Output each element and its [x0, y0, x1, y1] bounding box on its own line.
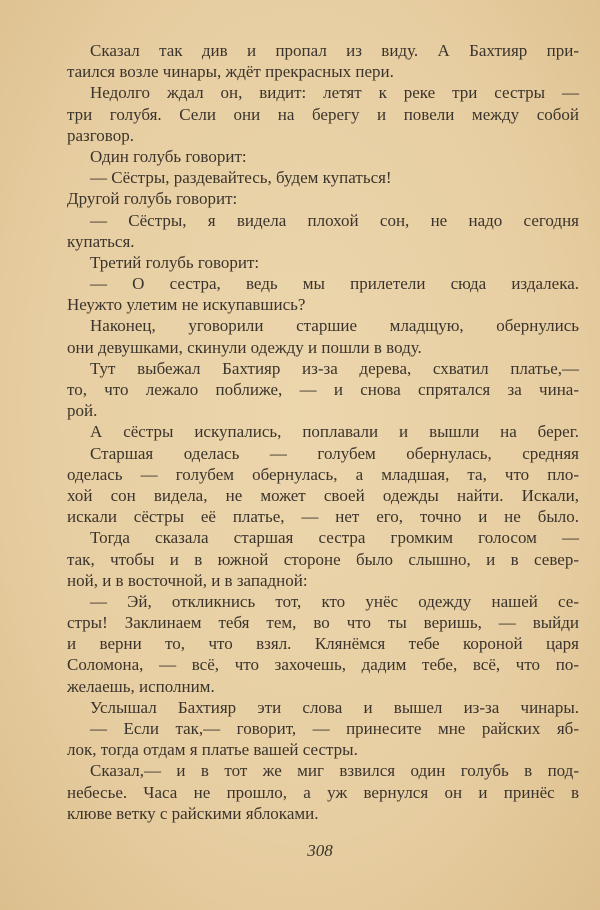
- text-line: хой сон видела, не может своей одежды найти. Искали,: [67, 485, 579, 505]
- text-line: оделась — голубем обернулась, а младшая, та, что пло-: [67, 464, 579, 484]
- text-line: Старшая оделась — голубем обернулась, средняя: [90, 443, 579, 463]
- text-line: они девушками, скинули одежду и пошли в воду.: [67, 337, 422, 357]
- text-line: три голубя. Сели они на берегу и повели между собой: [67, 104, 579, 124]
- text-line: Соломона, — всё, что захочешь, дадим тебе, всё, что по-: [67, 655, 579, 675]
- text-line: Тут выбежал Бахтияр из-за дерева, схватил платье,—: [90, 358, 579, 378]
- text-line: Услышал Бахтияр эти слова и вышел из-за чинары.: [90, 697, 579, 717]
- text-line: — Если так,— говорит, — принесите мне райских яб-: [90, 719, 579, 738]
- text-line: — О сестра, ведь мы прилетели сюда издалека.: [90, 274, 579, 294]
- text-line: купаться.: [67, 231, 135, 251]
- text-line: — Сёстры, я видела плохой сон, не надо сегодня: [90, 210, 579, 230]
- page-body-text: [67, 40, 579, 824]
- text-line: разговор.: [67, 125, 134, 145]
- text-line: — Эй, откликнись тот, кто унёс одежду нашей се-: [90, 591, 579, 611]
- text-line: ной, и в восточной, и в западной:: [67, 570, 308, 590]
- text-line: лок, тогда отдам я платье вашей сестры.: [67, 740, 358, 760]
- text-line: то, что лежало поближе, — и снова спрятался за чина-: [67, 380, 579, 399]
- text-line: Недолго ждал он, видит: летят к реке три сестры —: [90, 83, 579, 103]
- text-line: — Сёстры, раздевайтесь, будем купаться!: [90, 168, 392, 188]
- text-line: Третий голубь говорит:: [90, 252, 260, 272]
- page-number: 308: [307, 841, 333, 860]
- text-line: рой.: [67, 401, 98, 421]
- text-line: Сказал,— и в тот же миг взвился один голубь в под-: [90, 761, 579, 781]
- text-line: Наконец, уговорили старшие младщую, обернулись: [90, 316, 579, 336]
- text-line: Неужто улетим не искупавшись?: [67, 295, 306, 315]
- text-line: стры! Заклинаем тебя тем, во что ты веришь, — выйди: [67, 613, 579, 633]
- text-line: Тогда сказала старшая сестра громким голосом —: [90, 528, 579, 548]
- text-line: Один голубь говорит:: [90, 146, 247, 166]
- text-line: искали сёстры её платье, — нет его, точно и не было.: [67, 507, 579, 527]
- text-line: Сказал так див и пропал из виду. А Бахтияр при-: [90, 41, 579, 60]
- text-line: Другой голубь говорит:: [67, 189, 238, 209]
- text-line: и верни то, что взял. Клянёмся тебе короной царя: [67, 634, 579, 654]
- text-line: так, чтобы и в южной стороне было слышно, и в север-: [67, 549, 579, 569]
- text-line: желаешь, исполним.: [67, 676, 215, 696]
- text-line: клюве ветку с райскими яблоками.: [67, 803, 319, 823]
- text-line: А сёстры искупались, поплавали и вышли на берег.: [90, 422, 579, 442]
- text-line: таился возле чинары, ждёт прекрасных пери.: [67, 62, 394, 82]
- text-line: небесье. Часа не прошло, а уж вернулся он и принёс в: [67, 782, 579, 802]
